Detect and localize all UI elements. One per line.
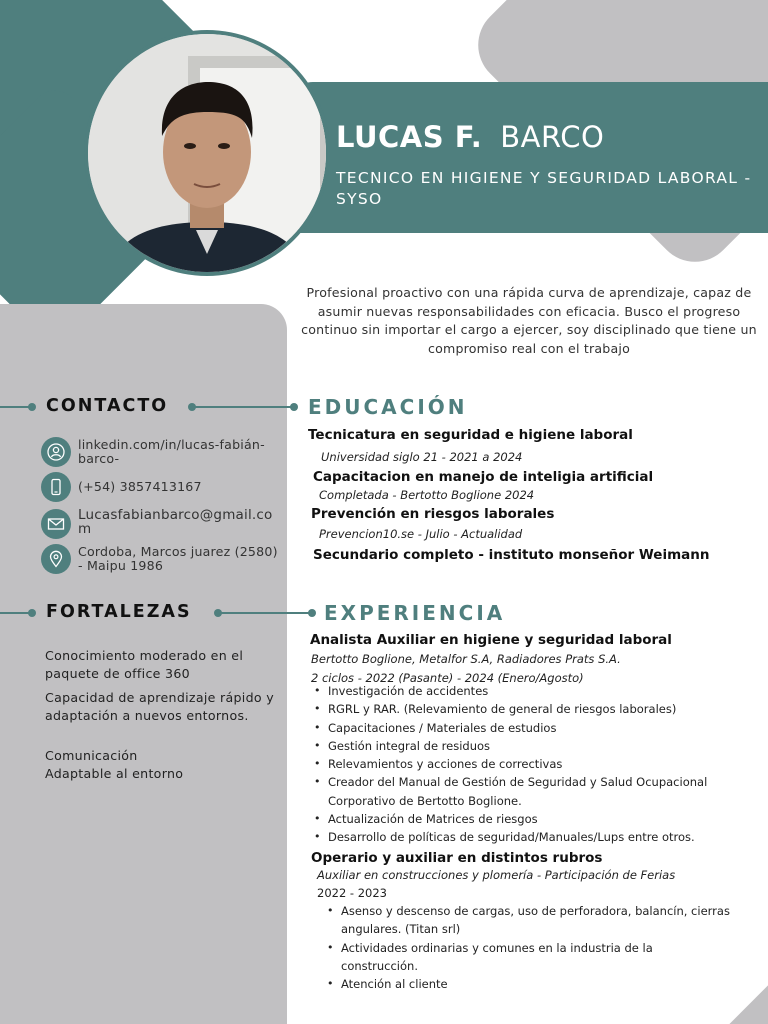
candidate-name — [336, 120, 604, 154]
mail-icon — [47, 515, 65, 533]
job-bullet: • Relevamientos y acciones de correctivas — [310, 755, 707, 773]
linkedin-icon-badge — [41, 437, 71, 467]
education-title: Tecnicatura en seguridad e higiene laboral — [308, 427, 633, 443]
strengths-dot-left — [28, 609, 36, 617]
contact-phone[interactable]: (+54) 3857413167 — [78, 479, 202, 494]
location-icon-badge — [41, 544, 71, 574]
mail-icon-badge — [41, 509, 71, 539]
job-role: TECNICO EN HIGIENE Y SEGURIDAD LABORAL - SYSO — [336, 169, 752, 208]
experience-dot — [308, 609, 316, 617]
education-title: Prevención en riesgos laborales — [311, 506, 555, 522]
job-bullet: • Investigación de accidentes — [310, 682, 707, 700]
contact-email[interactable]: Lucasfabianbarco@gmail.com — [78, 507, 273, 537]
job-bullet: • Actualización de Matrices de riesgos — [310, 810, 707, 828]
job-bullets — [310, 682, 707, 847]
contact-heading: CONTACTO — [46, 396, 169, 416]
location-icon — [47, 550, 65, 568]
contact-address: Cordoba, Marcos juarez (2580) - Maipu 1986 — [78, 544, 278, 573]
experience-heading: EXPERIENCIA — [324, 601, 506, 625]
job-period: 2 ciclos - 2022 (Pasante) - 2024 (Enero/Agosto) — [311, 671, 584, 685]
strength-item: Adaptable al entorno — [45, 766, 184, 781]
phone-icon — [47, 478, 65, 496]
job-bullet: • Actividades ordinarias y comunes en la industria de la — [323, 939, 730, 957]
job-bullet: • Atención al cliente — [323, 975, 730, 993]
strength-item: Conocimiento moderado en el paquete de office 360 — [45, 648, 244, 681]
education-title: Secundario completo - instituto monseñor Weimann — [313, 547, 710, 563]
job-title: Analista Auxiliar en higiene y seguridad laboral — [310, 632, 672, 648]
strengths-heading: FORTALEZAS — [46, 602, 192, 622]
contact-linkedin[interactable]: linkedin.com/in/lucas-fabián-barco- — [78, 437, 265, 466]
job-bullet: • Creador del Manual de Gestión de Seguridad y Salud Ocupacional — [310, 773, 707, 791]
education-title: Capacitacion en manejo de inteligia artificial — [313, 469, 654, 485]
contact-dot-left — [28, 403, 36, 411]
job-bullet-continued: construcción. — [341, 958, 418, 973]
user-icon — [47, 443, 65, 461]
strength-item: Capacidad de aprendizaje rápido y adaptación a nuevos entornos. — [45, 690, 274, 723]
education-detail: Prevencion10.se - Julio - Actualidad — [319, 527, 523, 541]
job-title: Operario y auxiliar en distintos rubros — [311, 850, 603, 866]
education-detail: Completada - Bertotto Boglione 2024 — [319, 488, 535, 502]
education-heading: EDUCACIÓN — [308, 395, 468, 419]
header-band — [287, 82, 768, 233]
job-bullet: • Asenso y descenso de cargas, uso de perforadora, balancín, cierras — [323, 902, 730, 920]
job-bullet-continued: angulares. (Titan srl) — [341, 922, 461, 937]
education-detail: Universidad siglo 21 - 2021 a 2024 — [321, 450, 523, 464]
job-period: 2022 - 2023 — [317, 886, 387, 900]
job-bullets — [323, 902, 730, 993]
profile-photo — [88, 34, 326, 272]
job-bullet-continued: Corporativo de Bertotto Boglione. — [328, 793, 522, 808]
contact-line-right — [194, 406, 294, 408]
job-company: Auxiliar en construcciones y plomería - Participación de Ferias — [317, 868, 676, 882]
job-bullet: • Desarrollo de políticas de seguridad/Manuales/Lups entre otros. — [310, 828, 707, 846]
job-bullet: • Capacitaciones / Materiales de estudios — [310, 719, 707, 737]
job-bullet: • RGRL y RAR. (Relevamiento de general de riesgos laborales) — [310, 700, 707, 718]
first-name: LUCAS F. — [336, 120, 483, 154]
phone-icon-badge — [41, 472, 71, 502]
strengths-line-right — [220, 612, 312, 614]
job-company: Bertotto Boglione, Metalfor S.A, Radiadores Prats S.A. — [311, 652, 621, 666]
last-name: BARCO — [500, 120, 605, 154]
job-bullet: • Gestión integral de residuos — [310, 737, 707, 755]
strength-item: Comunicación — [45, 748, 138, 763]
profile-summary: Profesional proactivo con una rápida curva de aprendizaje, capaz de asumir nuevas responsabilidades con eficacia. Busco el progreso continuo sin importar el cargo a ejercer, soy disciplinado que tiene un compromiso real con el trabajo — [301, 285, 757, 356]
education-dot — [290, 403, 298, 411]
